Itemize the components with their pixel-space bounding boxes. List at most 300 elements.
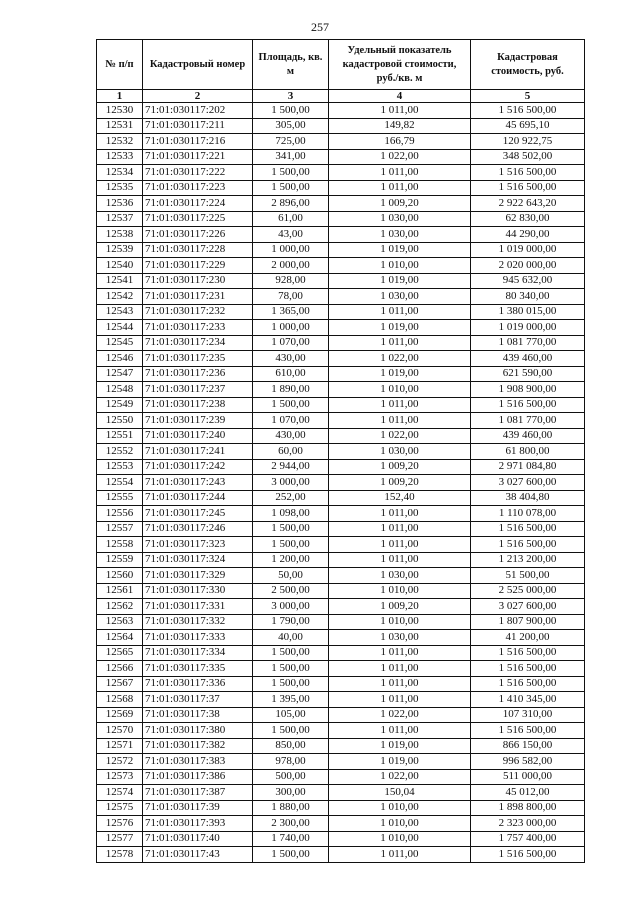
cadastral-value-cell: 45 695,10 (471, 118, 585, 134)
cadastral-value-cell: 80 340,00 (471, 289, 585, 305)
cadastral-value-cell: 1 516 500,00 (471, 180, 585, 196)
header-cadastral-value: Кадастровая стоимость, руб. (471, 40, 585, 90)
cadastral-value-cell: 62 830,00 (471, 211, 585, 227)
table-row (97, 521, 585, 537)
cadastral-number-cell: 71:01:030117:324 (143, 552, 253, 568)
cadastral-number-cell: 71:01:030117:241 (143, 444, 253, 460)
table-row (97, 692, 585, 708)
row-number-cell: 12556 (97, 506, 143, 522)
row-number-cell: 12578 (97, 847, 143, 863)
cadastral-number-cell: 71:01:030117:246 (143, 521, 253, 537)
row-number-cell: 12568 (97, 692, 143, 708)
column-number: 5 (471, 90, 585, 103)
area-cell: 1 098,00 (253, 506, 329, 522)
row-number-cell: 12569 (97, 707, 143, 723)
area-cell: 1 500,00 (253, 537, 329, 553)
row-number-cell: 12541 (97, 273, 143, 289)
unit-value-cell: 152,40 (329, 490, 471, 506)
cadastral-value-cell: 1 908 900,00 (471, 382, 585, 398)
cadastral-value-cell: 1 516 500,00 (471, 723, 585, 739)
table-row (97, 320, 585, 336)
cadastral-value-cell: 2 922 643,20 (471, 196, 585, 212)
cadastral-number-cell: 71:01:030117:223 (143, 180, 253, 196)
cadastral-number-cell: 71:01:030117:329 (143, 568, 253, 584)
unit-value-cell: 1 011,00 (329, 661, 471, 677)
cadastral-value-table (96, 39, 585, 863)
cadastral-value-cell: 2 525 000,00 (471, 583, 585, 599)
table-row (97, 816, 585, 832)
cadastral-value-cell: 1 807 900,00 (471, 614, 585, 630)
unit-value-cell: 1 011,00 (329, 304, 471, 320)
unit-value-cell: 1 011,00 (329, 180, 471, 196)
unit-value-cell: 1 011,00 (329, 506, 471, 522)
unit-value-cell: 1 030,00 (329, 568, 471, 584)
row-number-cell: 12540 (97, 258, 143, 274)
table-row (97, 366, 585, 382)
cadastral-number-cell: 71:01:030117:386 (143, 769, 253, 785)
cadastral-number-cell: 71:01:030117:43 (143, 847, 253, 863)
area-cell: 1 500,00 (253, 645, 329, 661)
unit-value-cell: 1 019,00 (329, 242, 471, 258)
table-row (97, 738, 585, 754)
cadastral-value-cell: 621 590,00 (471, 366, 585, 382)
cadastral-number-cell: 71:01:030117:245 (143, 506, 253, 522)
cadastral-value-cell: 41 200,00 (471, 630, 585, 646)
area-cell: 1 500,00 (253, 180, 329, 196)
row-number-cell: 12571 (97, 738, 143, 754)
row-number-cell: 12574 (97, 785, 143, 801)
row-number-cell: 12572 (97, 754, 143, 770)
unit-value-cell: 1 019,00 (329, 273, 471, 289)
table-row (97, 196, 585, 212)
unit-value-cell: 1 030,00 (329, 444, 471, 460)
table-row (97, 645, 585, 661)
cadastral-number-cell: 71:01:030117:236 (143, 366, 253, 382)
cadastral-number-cell: 71:01:030117:244 (143, 490, 253, 506)
cadastral-value-cell: 2 971 084,80 (471, 459, 585, 475)
cadastral-number-cell: 71:01:030117:238 (143, 397, 253, 413)
area-cell: 1 200,00 (253, 552, 329, 568)
area-cell: 1 500,00 (253, 847, 329, 863)
cadastral-number-cell: 71:01:030117:335 (143, 661, 253, 677)
row-number-cell: 12570 (97, 723, 143, 739)
cadastral-value-cell: 1 516 500,00 (471, 661, 585, 677)
area-cell: 2 500,00 (253, 583, 329, 599)
unit-value-cell: 1 011,00 (329, 521, 471, 537)
cadastral-number-cell: 71:01:030117:222 (143, 165, 253, 181)
table-row (97, 304, 585, 320)
area-cell: 2 896,00 (253, 196, 329, 212)
row-number-cell: 12544 (97, 320, 143, 336)
row-number-cell: 12537 (97, 211, 143, 227)
area-cell: 928,00 (253, 273, 329, 289)
area-cell: 1 500,00 (253, 676, 329, 692)
row-number-cell: 12543 (97, 304, 143, 320)
unit-value-cell: 1 010,00 (329, 831, 471, 847)
column-number: 1 (97, 90, 143, 103)
cadastral-value-cell: 1 380 015,00 (471, 304, 585, 320)
table-row (97, 149, 585, 165)
area-cell: 1 500,00 (253, 521, 329, 537)
row-number-cell: 12538 (97, 227, 143, 243)
unit-value-cell: 1 010,00 (329, 258, 471, 274)
cadastral-value-cell: 107 310,00 (471, 707, 585, 723)
row-number-cell: 12573 (97, 769, 143, 785)
row-number-cell: 12554 (97, 475, 143, 491)
unit-value-cell: 1 030,00 (329, 630, 471, 646)
cadastral-value-cell: 1 081 770,00 (471, 335, 585, 351)
row-number-cell: 12545 (97, 335, 143, 351)
cadastral-value-cell: 1 213 200,00 (471, 552, 585, 568)
area-cell: 3 000,00 (253, 475, 329, 491)
unit-value-cell: 1 019,00 (329, 738, 471, 754)
row-number-cell: 12535 (97, 180, 143, 196)
area-cell: 78,00 (253, 289, 329, 305)
row-number-cell: 12530 (97, 103, 143, 119)
cadastral-value-cell: 1 898 800,00 (471, 800, 585, 816)
cadastral-value-cell: 120 922,75 (471, 134, 585, 150)
table-row (97, 351, 585, 367)
table-row (97, 335, 585, 351)
table-row (97, 459, 585, 475)
unit-value-cell: 1 011,00 (329, 645, 471, 661)
area-cell: 341,00 (253, 149, 329, 165)
table-row (97, 258, 585, 274)
unit-value-cell: 1 009,20 (329, 196, 471, 212)
table-row (97, 165, 585, 181)
cadastral-number-cell: 71:01:030117:331 (143, 599, 253, 615)
unit-value-cell: 1 019,00 (329, 754, 471, 770)
row-number-cell: 12549 (97, 397, 143, 413)
table-row (97, 847, 585, 863)
table-row (97, 831, 585, 847)
cadastral-number-cell: 71:01:030117:232 (143, 304, 253, 320)
unit-value-cell: 1 009,20 (329, 599, 471, 615)
unit-value-cell: 1 009,20 (329, 459, 471, 475)
cadastral-number-cell: 71:01:030117:330 (143, 583, 253, 599)
cadastral-number-cell: 71:01:030117:383 (143, 754, 253, 770)
row-number-cell: 12558 (97, 537, 143, 553)
cadastral-number-cell: 71:01:030117:242 (143, 459, 253, 475)
unit-value-cell: 1 022,00 (329, 428, 471, 444)
table-row (97, 676, 585, 692)
area-cell: 1 500,00 (253, 397, 329, 413)
cadastral-number-cell: 71:01:030117:38 (143, 707, 253, 723)
table-row (97, 614, 585, 630)
area-cell: 1 070,00 (253, 335, 329, 351)
area-cell: 1 740,00 (253, 831, 329, 847)
cadastral-value-cell: 866 150,00 (471, 738, 585, 754)
table-row (97, 552, 585, 568)
row-number-cell: 12548 (97, 382, 143, 398)
table-row (97, 118, 585, 134)
cadastral-number-cell: 71:01:030117:225 (143, 211, 253, 227)
table-row (97, 103, 585, 119)
table-row (97, 800, 585, 816)
cadastral-value-cell: 348 502,00 (471, 149, 585, 165)
table-row (97, 723, 585, 739)
cadastral-value-cell: 1 516 500,00 (471, 537, 585, 553)
cadastral-number-cell: 71:01:030117:231 (143, 289, 253, 305)
row-number-cell: 12557 (97, 521, 143, 537)
unit-value-cell: 1 019,00 (329, 320, 471, 336)
unit-value-cell: 1 010,00 (329, 583, 471, 599)
column-number: 2 (143, 90, 253, 103)
cadastral-number-cell: 71:01:030117:336 (143, 676, 253, 692)
area-cell: 300,00 (253, 785, 329, 801)
cadastral-value-cell: 3 027 600,00 (471, 475, 585, 491)
cadastral-value-cell: 1 516 500,00 (471, 847, 585, 863)
cadastral-number-cell: 71:01:030117:387 (143, 785, 253, 801)
table-row (97, 490, 585, 506)
cadastral-value-cell: 1 757 400,00 (471, 831, 585, 847)
cadastral-value-cell: 511 000,00 (471, 769, 585, 785)
unit-value-cell: 1 030,00 (329, 289, 471, 305)
unit-value-cell: 1 011,00 (329, 847, 471, 863)
cadastral-value-cell: 945 632,00 (471, 273, 585, 289)
row-number-cell: 12546 (97, 351, 143, 367)
unit-value-cell: 1 030,00 (329, 211, 471, 227)
table-row (97, 134, 585, 150)
table-row (97, 289, 585, 305)
cadastral-number-cell: 71:01:030117:233 (143, 320, 253, 336)
cadastral-number-cell: 71:01:030117:37 (143, 692, 253, 708)
unit-value-cell: 1 019,00 (329, 366, 471, 382)
row-number-cell: 12575 (97, 800, 143, 816)
cadastral-value-cell: 61 800,00 (471, 444, 585, 460)
row-number-cell: 12552 (97, 444, 143, 460)
column-number: 3 (253, 90, 329, 103)
row-number-cell: 12562 (97, 599, 143, 615)
table-row (97, 537, 585, 553)
cadastral-number-cell: 71:01:030117:211 (143, 118, 253, 134)
cadastral-value-cell: 3 027 600,00 (471, 599, 585, 615)
cadastral-number-cell: 71:01:030117:333 (143, 630, 253, 646)
table-row (97, 568, 585, 584)
area-cell: 1 070,00 (253, 413, 329, 429)
row-number-cell: 12534 (97, 165, 143, 181)
cadastral-number-cell: 71:01:030117:240 (143, 428, 253, 444)
area-cell: 978,00 (253, 754, 329, 770)
cadastral-value-cell: 1 081 770,00 (471, 413, 585, 429)
unit-value-cell: 1 011,00 (329, 103, 471, 119)
cadastral-value-cell: 1 019 000,00 (471, 242, 585, 258)
row-number-cell: 12550 (97, 413, 143, 429)
area-cell: 105,00 (253, 707, 329, 723)
row-number-cell: 12542 (97, 289, 143, 305)
unit-value-cell: 1 011,00 (329, 676, 471, 692)
table-row (97, 769, 585, 785)
unit-value-cell: 1 022,00 (329, 707, 471, 723)
row-number-cell: 12576 (97, 816, 143, 832)
cadastral-value-cell: 1 516 500,00 (471, 676, 585, 692)
row-number-cell: 12567 (97, 676, 143, 692)
area-cell: 1 500,00 (253, 165, 329, 181)
unit-value-cell: 1 011,00 (329, 692, 471, 708)
area-cell: 2 300,00 (253, 816, 329, 832)
unit-value-cell: 1 030,00 (329, 227, 471, 243)
table-row (97, 180, 585, 196)
area-cell: 1 000,00 (253, 242, 329, 258)
area-cell: 725,00 (253, 134, 329, 150)
cadastral-value-cell: 1 410 345,00 (471, 692, 585, 708)
page-number: 257 (311, 20, 329, 34)
cadastral-number-cell: 71:01:030117:332 (143, 614, 253, 630)
cadastral-number-cell: 71:01:030117:216 (143, 134, 253, 150)
area-cell: 500,00 (253, 769, 329, 785)
table-row (97, 754, 585, 770)
unit-value-cell: 1 011,00 (329, 335, 471, 351)
row-number-cell: 12577 (97, 831, 143, 847)
table-row (97, 428, 585, 444)
table-row (97, 382, 585, 398)
cadastral-number-cell: 71:01:030117:226 (143, 227, 253, 243)
area-cell: 1 500,00 (253, 723, 329, 739)
table-row (97, 583, 585, 599)
cadastral-value-cell: 1 516 500,00 (471, 521, 585, 537)
table-row (97, 242, 585, 258)
cadastral-number-cell: 71:01:030117:239 (143, 413, 253, 429)
row-number-cell: 12533 (97, 149, 143, 165)
header-cadastral-number: Кадастровый номер (143, 40, 253, 90)
area-cell: 252,00 (253, 490, 329, 506)
row-number-cell: 12561 (97, 583, 143, 599)
cadastral-number-cell: 71:01:030117:243 (143, 475, 253, 491)
table-row (97, 707, 585, 723)
table-row (97, 630, 585, 646)
table-row (97, 413, 585, 429)
row-number-cell: 12559 (97, 552, 143, 568)
table-row (97, 661, 585, 677)
row-number-cell: 12532 (97, 134, 143, 150)
unit-value-cell: 1 009,20 (329, 475, 471, 491)
area-cell: 1 880,00 (253, 800, 329, 816)
unit-value-cell: 1 011,00 (329, 723, 471, 739)
unit-value-cell: 1 022,00 (329, 149, 471, 165)
unit-value-cell: 149,82 (329, 118, 471, 134)
row-number-cell: 12563 (97, 614, 143, 630)
unit-value-cell: 1 010,00 (329, 800, 471, 816)
area-cell: 50,00 (253, 568, 329, 584)
table-row (97, 444, 585, 460)
row-number-cell: 12560 (97, 568, 143, 584)
area-cell: 2 000,00 (253, 258, 329, 274)
area-cell: 1 500,00 (253, 661, 329, 677)
area-cell: 1 365,00 (253, 304, 329, 320)
area-cell: 60,00 (253, 444, 329, 460)
row-number-cell: 12547 (97, 366, 143, 382)
row-number-cell: 12531 (97, 118, 143, 134)
cadastral-value-cell: 38 404,80 (471, 490, 585, 506)
cadastral-number-cell: 71:01:030117:235 (143, 351, 253, 367)
header-row-number: № п/п (97, 40, 143, 90)
unit-value-cell: 1 011,00 (329, 397, 471, 413)
cadastral-value-cell: 1 516 500,00 (471, 397, 585, 413)
row-number-cell: 12555 (97, 490, 143, 506)
unit-value-cell: 1 022,00 (329, 769, 471, 785)
cadastral-value-cell: 1 110 078,00 (471, 506, 585, 522)
cadastral-number-cell: 71:01:030117:229 (143, 258, 253, 274)
area-cell: 610,00 (253, 366, 329, 382)
cadastral-number-cell: 71:01:030117:221 (143, 149, 253, 165)
table-body (97, 103, 585, 863)
column-number: 4 (329, 90, 471, 103)
area-cell: 1 790,00 (253, 614, 329, 630)
unit-value-cell: 1 011,00 (329, 537, 471, 553)
cadastral-number-cell: 71:01:030117:393 (143, 816, 253, 832)
header-unit-value: Удельный показатель кадастровой стоимости, руб./кв. м (329, 40, 471, 90)
area-cell: 3 000,00 (253, 599, 329, 615)
header-row (97, 40, 585, 90)
unit-value-cell: 1 011,00 (329, 165, 471, 181)
row-number-cell: 12536 (97, 196, 143, 212)
area-cell: 61,00 (253, 211, 329, 227)
cadastral-number-cell: 71:01:030117:39 (143, 800, 253, 816)
unit-value-cell: 1 010,00 (329, 614, 471, 630)
cadastral-value-cell: 44 290,00 (471, 227, 585, 243)
cadastral-value-cell: 1 019 000,00 (471, 320, 585, 336)
row-number-cell: 12566 (97, 661, 143, 677)
cadastral-value-cell: 439 460,00 (471, 351, 585, 367)
cadastral-value-cell: 2 020 000,00 (471, 258, 585, 274)
cadastral-number-cell: 71:01:030117:40 (143, 831, 253, 847)
cadastral-number-cell: 71:01:030117:224 (143, 196, 253, 212)
cadastral-number-cell: 71:01:030117:228 (143, 242, 253, 258)
row-number-cell: 12553 (97, 459, 143, 475)
area-cell: 1 890,00 (253, 382, 329, 398)
table-row (97, 397, 585, 413)
table-row (97, 785, 585, 801)
area-cell: 430,00 (253, 351, 329, 367)
table-row (97, 599, 585, 615)
table-row (97, 227, 585, 243)
unit-value-cell: 1 011,00 (329, 552, 471, 568)
row-number-cell: 12564 (97, 630, 143, 646)
area-cell: 1 500,00 (253, 103, 329, 119)
area-cell: 430,00 (253, 428, 329, 444)
cadastral-number-cell: 71:01:030117:237 (143, 382, 253, 398)
cadastral-value-cell: 2 323 000,00 (471, 816, 585, 832)
row-number-cell: 12565 (97, 645, 143, 661)
area-cell: 305,00 (253, 118, 329, 134)
unit-value-cell: 1 022,00 (329, 351, 471, 367)
column-number-row (97, 90, 585, 103)
area-cell: 43,00 (253, 227, 329, 243)
cadastral-value-cell: 1 516 500,00 (471, 103, 585, 119)
area-cell: 1 000,00 (253, 320, 329, 336)
table-row (97, 506, 585, 522)
cadastral-number-cell: 71:01:030117:202 (143, 103, 253, 119)
area-cell: 850,00 (253, 738, 329, 754)
cadastral-value-cell: 1 516 500,00 (471, 645, 585, 661)
cadastral-number-cell: 71:01:030117:234 (143, 335, 253, 351)
unit-value-cell: 1 010,00 (329, 816, 471, 832)
cadastral-value-cell: 51 500,00 (471, 568, 585, 584)
cadastral-number-cell: 71:01:030117:230 (143, 273, 253, 289)
area-cell: 40,00 (253, 630, 329, 646)
cadastral-number-cell: 71:01:030117:380 (143, 723, 253, 739)
cadastral-value-cell: 439 460,00 (471, 428, 585, 444)
unit-value-cell: 1 011,00 (329, 413, 471, 429)
cadastral-value-cell: 996 582,00 (471, 754, 585, 770)
cadastral-number-cell: 71:01:030117:323 (143, 537, 253, 553)
row-number-cell: 12551 (97, 428, 143, 444)
cadastral-value-cell: 1 516 500,00 (471, 165, 585, 181)
area-cell: 2 944,00 (253, 459, 329, 475)
table-row (97, 211, 585, 227)
unit-value-cell: 166,79 (329, 134, 471, 150)
header-area: Площадь, кв. м (253, 40, 329, 90)
